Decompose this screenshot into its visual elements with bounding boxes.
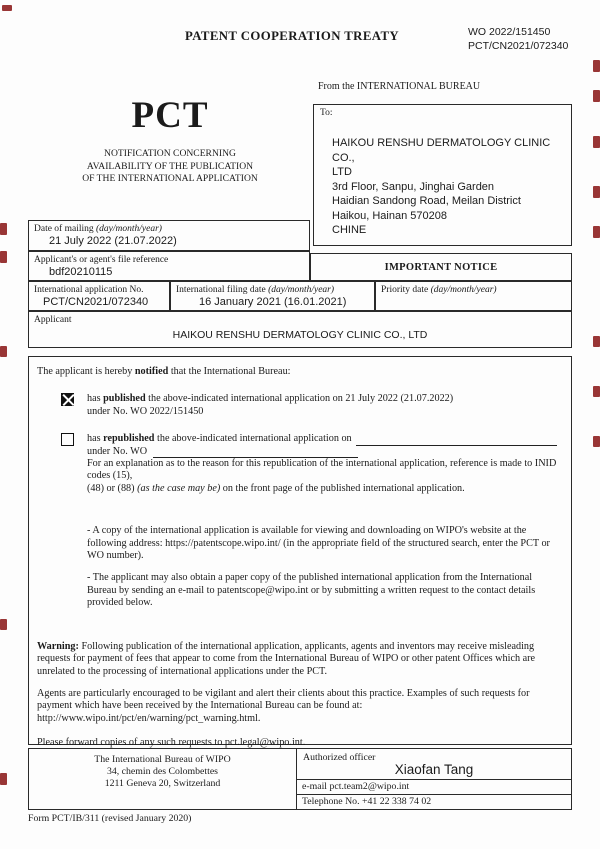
field-label: Date of mailing (day/month/year) <box>34 224 162 234</box>
field-label: International filing date (day/month/year) <box>176 285 335 295</box>
republished-checkbox <box>61 433 74 446</box>
authorized-officer-cell <box>297 749 571 809</box>
date-of-mailing-value: 21 July 2022 (21.07.2022) <box>49 235 177 247</box>
scan-artifact-mark <box>593 386 600 397</box>
form-identifier: Form PCT/IB/311 (revised January 2020) <box>28 813 192 824</box>
published-checkbox <box>61 393 74 406</box>
officer-email: e-mail pct.team2@wipo.int <box>297 779 571 794</box>
scan-artifact-mark <box>593 60 600 72</box>
agents-paragraph: Agents are particularly encouraged to be vigilant and alert their clients about this practice. Examples of such requests for payment which have been received by the International Bureau can be found at: http://www.wipo.int/pct/en/warning/pct_warning.html. <box>37 687 530 724</box>
scan-artifact-mark <box>593 336 600 347</box>
recipient-box <box>313 104 572 246</box>
bureau-line: 1211 Geneva 20, Switzerland <box>104 778 221 790</box>
scan-artifact-mark <box>0 251 7 263</box>
pct-logo: PCT <box>131 95 209 136</box>
scan-artifact-mark <box>0 619 7 630</box>
copy-availability-paragraph: - A copy of the international application is available for viewing and downloading on WIPO's website at the following address: https://patentscope.wipo.int/ (in the appropriate field of the structured search, enter the PCT or WO number). <box>87 525 550 562</box>
blank-line <box>356 435 557 446</box>
important-notice-box: IMPORTANT NOTICE <box>310 253 572 281</box>
notification-body-box <box>28 356 572 749</box>
field-label: Applicant's or agent's file reference <box>34 255 169 265</box>
address-line: Haidian Sandong Road, Meilan District <box>332 195 521 207</box>
intl-application-no-field <box>28 281 170 311</box>
wo-number: WO 2022/151450 <box>468 26 551 38</box>
bureau-line: The International Bureau of WIPO <box>94 754 231 765</box>
scan-artifact-mark <box>593 136 600 148</box>
scan-artifact-mark <box>593 90 600 102</box>
intl-filing-date-value: 16 January 2021 (16.01.2021) <box>199 296 347 308</box>
republished-text: has republished the above-indicated international application on under No. WO For an explanation as to the reason for this republication of the international application, reference is made to INID codes (15), (48) or (88) (as the case may be) on the front page of the published international application. <box>87 433 557 494</box>
scan-artifact-mark <box>0 773 7 785</box>
paper-copy-paragraph: - The applicant may also obtain a paper copy of the published international application from the International Bureau by sending an e-mail to patentscope@wipo.int or by submitting a written request to the contact details provided below. <box>87 572 536 609</box>
address-line: 3rd Floor, Sanpu, Jinghai Garden <box>332 180 495 193</box>
bureau-address <box>29 749 297 809</box>
scan-artifact-mark <box>0 223 7 235</box>
file-reference-field <box>28 251 310 281</box>
field-label: International application No. <box>34 285 144 295</box>
intl-application-no-value: PCT/CN2021/072340 <box>43 296 149 308</box>
blank-line <box>153 447 358 458</box>
notification-heading-line: AVAILABILITY OF THE PUBLICATION <box>86 160 254 172</box>
pct-number: PCT/CN2021/072340 <box>468 39 569 52</box>
contact-rows <box>297 779 571 809</box>
field-label: Applicant <box>34 315 72 325</box>
notification-heading-line: NOTIFICATION CONCERNING <box>104 148 236 159</box>
recipient-address <box>332 136 571 238</box>
published-row <box>61 393 559 418</box>
forward-paragraph: Please forward copies of any such requests to pct.legal@wipo.int. <box>37 737 306 749</box>
priority-date-field <box>375 281 572 311</box>
address-line: LTD <box>332 166 352 178</box>
from-international-bureau: From the INTERNATIONAL BUREAU <box>318 81 481 92</box>
applicant-field <box>28 311 572 348</box>
address-line: Haikou, Hainan 570208 <box>332 209 447 222</box>
warning-paragraph: Warning: Following publication of the international application, applicants, agents and inventors may receive misleading requests for payment of fees that appear to come from the International Bureau of WIPO or other patent Offices which are unrelated to the processing of international applications under the PCT. <box>37 640 536 677</box>
notify-statement: The applicant is hereby notified that the International Bureau: <box>37 366 291 377</box>
address-line: CHINE <box>332 224 367 236</box>
republished-row <box>61 433 559 495</box>
scan-artifact-mark <box>2 5 12 11</box>
publication-numbers <box>468 26 568 53</box>
scan-artifact-mark <box>0 346 7 357</box>
authorized-officer-label: Authorized officer <box>303 752 376 763</box>
intl-filing-date-field <box>170 281 375 311</box>
scan-artifact-mark <box>593 436 600 447</box>
notification-heading-line: OF THE INTERNATIONAL APPLICATION <box>82 173 258 185</box>
scan-artifact-mark <box>593 226 600 238</box>
date-of-mailing-field <box>28 220 310 251</box>
bureau-line: 34, chemin des Colombettes <box>106 766 218 778</box>
notification-heading <box>30 148 310 186</box>
footer-box <box>28 748 572 810</box>
to-label: To: <box>320 108 333 118</box>
address-line: HAIKOU RENSHU DERMATOLOGY CLINIC CO., <box>332 137 551 164</box>
field-label: Priority date (day/month/year) <box>381 285 497 295</box>
applicant-value: HAIKOU RENSHU DERMATOLOGY CLINIC CO., LTD <box>172 329 428 341</box>
officer-phone: Telephone No. +41 22 338 74 02 <box>297 794 571 809</box>
treaty-title: PATENT COOPERATION TREATY <box>184 29 400 43</box>
file-reference-value: bdf20210115 <box>49 266 113 278</box>
scan-artifact-mark <box>593 186 600 198</box>
officer-name: Xiaofan Tang <box>394 762 474 777</box>
published-text: has published the above-indicated international application on 21 July 2022 (21.07.2022) under No. WO 2022/151450 <box>87 393 454 417</box>
